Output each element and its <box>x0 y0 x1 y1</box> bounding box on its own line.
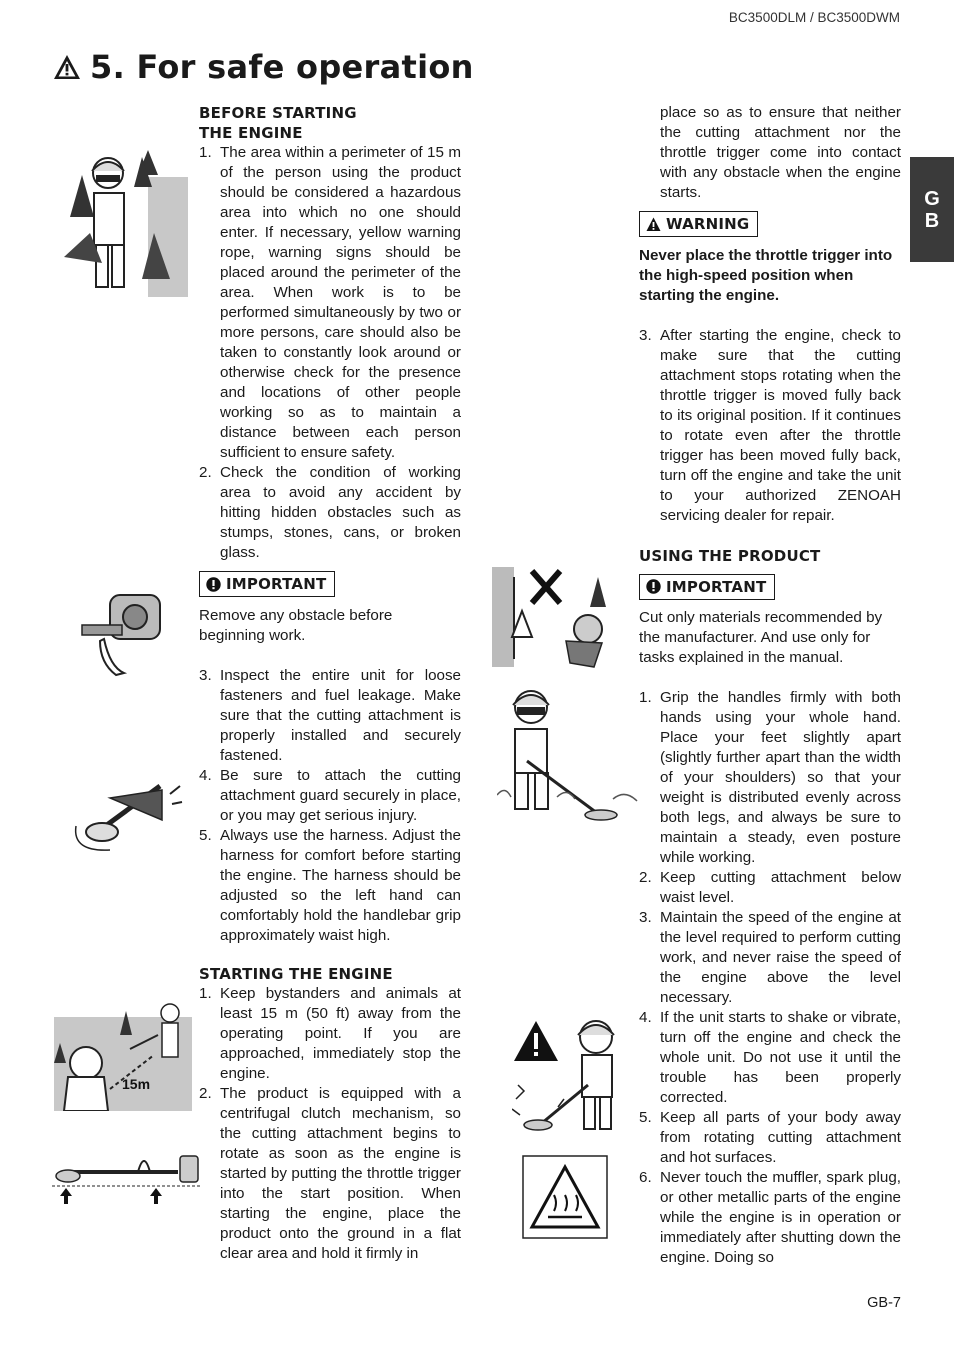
language-tab-letter-2: B <box>924 209 940 232</box>
list-item <box>639 1108 901 1168</box>
illustration-vibration-warning <box>512 1015 637 1140</box>
list-item <box>199 984 461 1084</box>
warning-text: Never place the throttle trigger into the high-speed position when starting the engine. <box>639 246 893 304</box>
list-item <box>639 326 901 526</box>
list-item <box>199 826 461 946</box>
exclamation-circle-icon <box>646 579 661 594</box>
illustration-bystander-distance <box>54 997 192 1111</box>
list-item-number: 2. <box>199 464 212 481</box>
list-item-number: 2. <box>199 1084 212 1102</box>
list-item <box>639 908 901 1008</box>
list-item-text: Inspect the entire unit for loose fasteners and fuel leakage. Make sure that the cutting attachment is properly installed and securely fastened. <box>220 666 461 764</box>
list-item <box>199 1084 461 1264</box>
list-item-number: 6. <box>639 1169 652 1186</box>
important-note: Cut only materials recommended by the manufacturer. And use only for tasks explained in the manual. <box>639 609 883 666</box>
list-item-number: 4. <box>199 766 212 784</box>
model-number: BC3500DLM / BC3500DWM <box>728 10 900 25</box>
list-item <box>199 463 461 563</box>
language-tab-letter-1: G <box>924 187 940 210</box>
before-starting-list-b <box>199 666 461 946</box>
list-item-number: 3. <box>639 326 652 344</box>
warning-label-text: WARNING <box>666 215 750 233</box>
list-item-number: 4. <box>639 1009 652 1026</box>
list-item-text: If the unit starts to shake or vibrate, turn off the engine and check the whole unit. Do not use it until the trouble has been properly corrected. <box>660 1009 901 1106</box>
list-item-text: Be sure to attach the cutting attachment guard securely in place, or you may get serious injury. <box>220 766 461 824</box>
distance-label: 15m <box>122 1076 151 1092</box>
list-item <box>639 868 901 908</box>
list-item <box>199 666 461 766</box>
list-item-number: 1. <box>199 984 212 1002</box>
list-item-number: 5. <box>639 1109 652 1126</box>
list-item <box>639 688 901 868</box>
illustration-operating-posture <box>497 685 639 825</box>
starting-list <box>199 984 461 1264</box>
continuation-text: place so as to ensure that neither the cutting attachment nor the throttle trigger come into contact with any obstacle when the engine starts. <box>660 104 901 201</box>
list-item-number: 1. <box>639 689 652 706</box>
starting-list-continued <box>639 326 901 526</box>
list-item-text: Keep cutting attachment below waist level. <box>660 869 901 906</box>
before-starting-list-a <box>199 143 461 563</box>
illustration-trimmer-on-ground <box>52 1150 200 1204</box>
list-item-text: Check the condition of working area to avoid any accident by hitting hidden obstacles such as stumps, stones, cans, or broken glass. <box>220 464 461 561</box>
important-label <box>199 571 335 597</box>
list-item-text: Grip the handles firmly with both hands using your whole hand. Place your feet slightly apart (slightly further apart than the width of your shoulders) so that your weight is distributed evenly across both legs, and always be sure to maintain a steady, even posture while working. <box>660 689 901 866</box>
list-item-text: Always use the harness. Adjust the harness for comfort before starting the engine. The harness should be adjusted so the left hand can comfortably hold the handlebar grip approximately waist high. <box>220 826 461 944</box>
list-item <box>199 766 461 826</box>
illustration-trimmer-engine <box>80 585 180 677</box>
language-tab <box>910 157 954 262</box>
column-right <box>639 103 901 1268</box>
list-item-text: The area within a perimeter of 15 m of the person using the product should be considered a hazardous area into which no one should enter. If necessary, yellow warning rope, warning signs should be placed around the perimeter of the area. When work is to be performed simultaneously by two or more persons, care should also be taken to constantly look around or otherwise check for the presence and locations of other people working so as to maintain a distance between each person sufficient to ensure safety. <box>220 144 461 461</box>
page-number: GB-7 <box>867 1295 901 1311</box>
list-item-text: The product is equipped with a centrifugal clutch mechanism, so the cutting attachment begins to rotate as soon as the engine is started by putting the throttle trigger into the start position. When starting the engine, place the product onto the ground in a flat clear area and hold it firmly in <box>220 1084 461 1262</box>
list-item <box>639 1168 901 1268</box>
list-item-text: Keep all parts of your body away from rotating cutting attachment and hot surfaces. <box>660 1109 901 1166</box>
important-label-text: IMPORTANT <box>226 575 327 593</box>
section-heading-starting: STARTING THE ENGINE <box>199 964 393 983</box>
important-label <box>639 574 775 600</box>
heading-line-2: THE ENGINE <box>199 124 303 142</box>
warning-triangle-icon <box>646 217 661 232</box>
page-title-text: 5. For safe operation <box>90 48 474 86</box>
illustration-prohibited-materials <box>492 567 629 672</box>
list-item-number: 1. <box>199 144 212 161</box>
section-heading-using: USING THE PRODUCT <box>639 546 821 565</box>
list-item-number: 2. <box>639 869 652 886</box>
list-item <box>639 1008 901 1108</box>
column-middle <box>199 103 461 1264</box>
heading-line-1: BEFORE STARTING <box>199 104 357 122</box>
important-note: Remove any obstacle before beginning work. <box>199 606 393 644</box>
warning-label <box>639 211 758 237</box>
list-item-number: 3. <box>639 909 652 926</box>
list-item-text: After starting the engine, check to make sure that the cutting attachment stops rotating when the throttle trigger is moved fully back to its original position. If it continues to rotate even after the throttle trigger has been moved fully back, turn off the engine and take the unit to your authorized ZENOAH servicing dealer for repair. <box>660 326 901 524</box>
page-title <box>52 48 474 86</box>
list-item-text: Never touch the muffler, spark plug, or other metallic parts of the engine while the engine is in operation or immediately after shutting down the engine. Doing so <box>660 1169 901 1266</box>
warning-triangle-icon <box>52 53 82 81</box>
list-item-text: Keep bystanders and animals at least 15 m (50 ft) away from the operating point. If you are approached, immediately stop the engine. <box>220 984 461 1082</box>
illustration-worker-cones <box>62 145 190 303</box>
list-item-text: Maintain the speed of the engine at the level required to perform cutting work, and never raise the speed of the engine above the level necessary. <box>660 909 901 1006</box>
illustration-cutting-guard <box>70 780 185 860</box>
list-item <box>199 143 461 463</box>
exclamation-circle-icon <box>206 577 221 592</box>
list-item-number: 5. <box>199 826 212 844</box>
important-label-text: IMPORTANT <box>666 577 767 596</box>
illustration-hot-surface-sign <box>522 1155 608 1239</box>
using-list <box>639 688 901 1268</box>
section-heading-before-starting <box>199 103 461 143</box>
list-item-number: 3. <box>199 666 212 684</box>
